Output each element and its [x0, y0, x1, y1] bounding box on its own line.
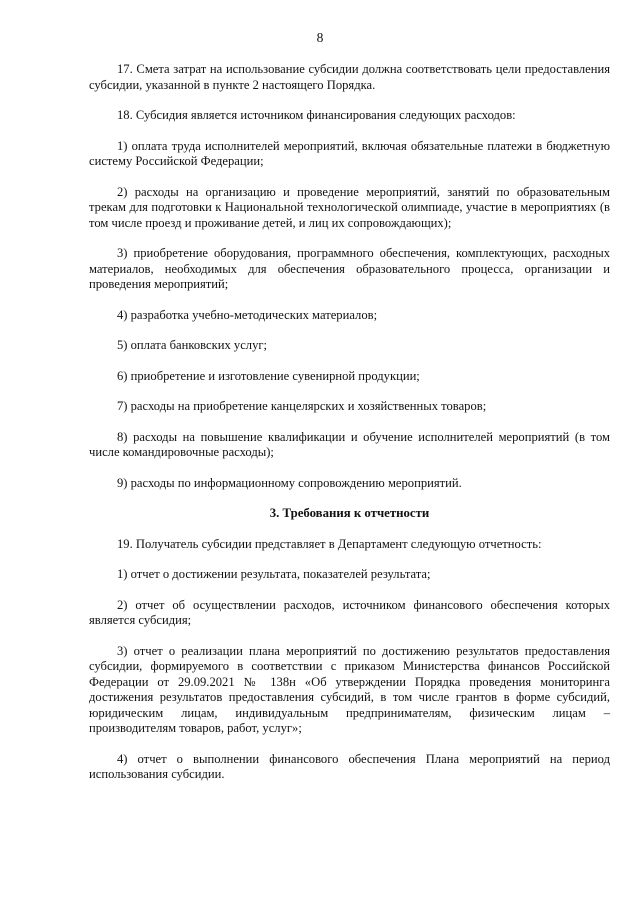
paragraph-19: 19. Получатель субсидии представляет в Департамент следующую отчетность:	[117, 536, 542, 551]
list-item-expense-1: 1) оплата труда исполнителей мероприятий, включая обязательные платежи в бюджетную систему Российской Федерации;	[89, 138, 610, 168]
list-item-expense-8: 8) расходы на повышение квалификации и обучение исполнителей мероприятий (в том числе командировочные расходы);	[89, 429, 610, 459]
list-item-report-1: 1) отчет о достижении результата, показателей результата;	[117, 567, 431, 581]
list-item-expense-7: 7) расходы на приобретение канцелярских и хозяйственных товаров;	[117, 399, 487, 413]
list-item-report-3: 3) отчет о реализации плана мероприятий по достижению результатов предоставления субсидии, формируемого в соответствии с приказом Министерства финансов Российской Федерации от 29.09.2021 № 138н «Об утверждении Порядка проведения мониторинга достижения результатов предоставления субсидий, в том числе грантов в форме субсидий, юридическим лицам, индивидуальным предпринимателям, физическим лицам – производителям товаров, работ, услуг»;	[89, 643, 610, 735]
list-item-report-2: 2) отчет об осуществлении расходов, источником финансового обеспечения которых является субсидия;	[89, 597, 610, 627]
list-item-expense-4: 4) разработка учебно-методических материалов;	[117, 307, 378, 322]
list-item-expense-5: 5) оплата банковских услуг;	[117, 338, 268, 352]
paragraph-18: 18. Субсидия является источником финансирования следующих расходов:	[117, 108, 516, 122]
list-item-expense-2: 2) расходы на организацию и проведение мероприятий, занятий по образовательным трекам для подготовки к Национальной технологической олимпиаде, участие в мероприятиях (в том числе проезд и проживание детей, и лиц их сопровождающих);	[89, 184, 610, 230]
list-item-expense-3: 3) приобретение оборудования, программного обеспечения, комплектующих, расходных материалов, необходимых для обеспечения образовательного процесса, организации и проведения мероприятий;	[89, 246, 610, 291]
section-title: 3. Требования к отчетности	[269, 506, 430, 520]
list-item-expense-9: 9) расходы по информационному сопровождению мероприятий.	[117, 475, 462, 490]
list-item-report-4: 4) отчет о выполнении финансового обеспечения Плана мероприятий на период использования субсидии.	[89, 751, 610, 781]
document-body	[89, 62, 610, 798]
page-number: 8	[316, 30, 324, 45]
paragraph-17: 17. Смета затрат на использование субсидии должна соответствовать цели предоставления субсидии, указанной в пункте 2 настоящего Порядка.	[89, 62, 610, 92]
list-item-expense-6: 6) приобретение и изготовление сувенирной продукции;	[117, 368, 420, 383]
